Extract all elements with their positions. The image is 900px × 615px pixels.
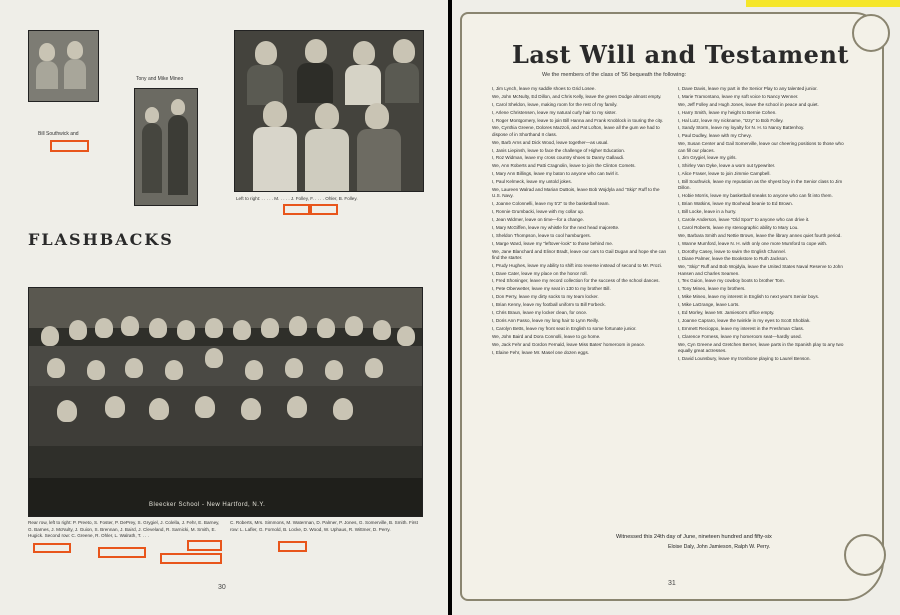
tony-mike-caption: Tony and Mike Mineo [136,76,184,82]
bequest-entry: I, Brian Kenny, leave my football uniform to Bill Forbeck. [492,302,606,308]
tony-mike-photo [134,88,198,206]
bequest-entry: I, Jean Widmer, leave on time—for a change. [492,216,584,222]
bequest-entry: I, Bill Southwick, leave my reputation as the shyest boy in the Senior class to Jim Dillon. [678,179,843,191]
redacted-name-box [50,140,89,152]
bequest-entry: I, Pete Oberwetter, leave my seat in 130 to my brother Bill. [492,286,611,292]
bequest-entry: We, Laureen Walrad and Marian DuBois, leave Bob Wojdyla and "Skip" Ruff to the U.S. Navy. [492,186,660,199]
redacted-name-box [98,547,146,558]
bill-caption: Bill Southwick and [38,131,79,137]
redacted-name-box [187,540,222,551]
redacted-name-box [310,204,338,215]
bequest-entry: We, Ann Roberts and Patti Cragnolin, leave to join the Clinton Comets. [492,163,636,169]
bequest-entry: I, David Lounsbury, leave my trombone playing to Laurel Benson. [678,355,811,361]
bequest-entry: I, Ronnie Grumbacki, leave with my collar up. [492,209,585,215]
bequest-entry: I, Joanne Colonnelli, leave my 5'2" to the basketball team. [492,201,610,207]
bequest-entry: We, Jeff Folley and Hugh Jones, leave the school in peace and quiet. [678,101,819,107]
bequest-entry: I, Jim Lynch, leave my saddle shoes to Grid Losee. [492,86,596,91]
bequest-entry: I, Carol Roberts, leave my stenographic ability to Mary Lou. [678,224,799,230]
will-title: Last Will and Testament [512,40,849,69]
class-photo-caption-right: C. Roberts, Mrs. Simmons, M. Waterman, D. Palmer, P. Jones, G. Somerville, B. Smith. First row: L. Lafler, G. Fornold, B. Locke, D. Wood, W. Uphaus, R. Wittmer, D. Perry. [230,520,418,532]
bequest-entry: I, Carol Sheldon, leave, making room for the rest of my family. [492,101,618,107]
bequest-entry: I, Mary McGiffen, leave my whistle for the next head majorette. [492,224,620,230]
scroll-curl-bottom-icon [844,534,886,576]
yellow-highlight-bar [746,0,900,7]
bequest-entry: I, Fred Shoninger, leave my record collection for the success of the school dances. [492,278,660,284]
bequest-entry: I, Paul Kelmeck, leave my untold jokes. [492,179,572,185]
bequest-entry: I, Roz Widman, leave my cross country shoes to Danny Gallaudi. [492,155,625,161]
bequest-entry: We, "Skip" Ruff and Bob Wojdyla, leave the United States Naval Reserve to John Hansen and Charles Seamen. [678,264,843,276]
left-page [0,0,448,615]
bequest-entry: We, Jane Blanchard and Elinor Bradt, leave our cars to Gail Dugan and hope she can find the starter. [492,248,667,260]
bequest-entry: I, Doris Ann Fasso, leave my long hair to Lynn Reilly. [492,317,599,323]
flashbacks-heading: FLASHBACKS [28,230,174,249]
baby-photo [28,30,99,102]
bequest-entry: I, Arlene Christensen, leave my natural curly hair to my sister. [492,109,617,115]
bequest-entry: I, Sheldon Thompson, leave to cool hamburgers. [492,232,591,238]
bequest-entry: I, Brian Watkins, leave my Boxhead beanie to Ed Brown. [678,201,793,207]
bequest-entry: We, Cyn Greene and Gretchen Berner, leave parts in the Spanish play to any two equally great actresses. [678,341,844,353]
bequest-entry: I, Marie Tramontano, leave my soft voice to Nancy Wenner. [678,93,799,99]
bequest-entry: I, Wanne Mumford, leave N. H. with only one more Mumford to cope with. [678,240,828,246]
bequest-column-right [678,86,848,364]
class-photo [28,287,423,517]
bequest-entry: We, Barbara Smith and Nettie Brown, leave the library annex quiet fourth period. [678,232,842,238]
witness-line: Witnessed this 24th day of June, nineteen hundred and fifty-six [616,534,772,540]
bequest-entry: I, Shirley Van Dyke, leave a worn out typewriter. [678,163,776,169]
bequest-entry: I, Bill Locke, leave in a hurry. [678,209,737,215]
bequest-entry: I, Ed Morley, leave Mr. Jamieson's office empty. [678,310,775,316]
bequest-entry: I, Mike LaGrange, leave Lorts. [678,302,740,308]
page-number-left: 30 [218,584,226,591]
bequest-entry: I, Tex Guion, leave my cowboy boots to brother Tom. [678,278,785,284]
bequest-entry: I, Tony Mineo, leave my brothers. [678,286,746,292]
class-photo-caption-left: Rear row, left to right: P. Preeto, S. Foster, P. DePrey, S. Grygiel, J. Colella, J. Fehr, E. Barney, G. Barnes, J. McNulty, J. Guion, S. Brennan, J. Baird, J. Cleveland, R. Sarnicki, M. Smith, E. Hugick. Second row: C. Greene, R. Ohler, L. Walrath, T. . . . [28,520,220,538]
bequest-entry: I, Carole Anderson, leave "Old Sport" to anyone who can drive it. [678,216,810,222]
bequest-entry: We, John Baird and Dora Connolli, leave to go home. [492,333,601,339]
will-subtitle: We the members of the class of '56 bequeath the following: [542,72,687,78]
bequest-entry: I, Hal Lutz, leave my nickname, "Izzy" to Bob Folley. [678,117,784,123]
bequest-entry: I, Joanne Capraro, leave the twinkle in my eyes to Scott Shoblak. [678,317,811,323]
bequest-entry: I, Dorothy Casey, leave to swim the English Channel. [678,248,786,254]
bequest-entry: I, Jim Grygiel, leave my girls. [678,155,737,161]
bequest-entry: I, Don Perry, leave my dirty socks to my team locker. [492,294,599,300]
bequest-entry: I, Clarence Forness, leave my homeroom seat—hardly used. [678,333,802,339]
class-photo-banner: Bleecker School - New Hartford, N.Y. [149,502,266,508]
bequest-entry: We, Barb Arns and Dick Wood, leave together—as usual. [492,139,609,145]
bequest-entry: I, Elaine Fehr, leave Mr. Masel one dozen eggs. [492,349,590,355]
bequest-entry: I, Alice Fraser, leave to join Jimmie Campbell. [678,171,771,177]
redacted-name-box [283,204,310,215]
page-number-right: 31 [668,580,676,587]
bequest-entry: I, Mike Mineo, leave my interest in English to next year's Senior boys. [678,294,820,300]
bequest-entry: I, Marge Ward, leave my "leftover-look" to those behind me. [492,240,614,246]
bequest-entry: We, Jack Fehr and Gordon Fernald, leave Miss Bates' homeroom in peace. [492,341,646,347]
bequest-entry: I, Diane Palmer, leave the Bookstore to Ruth Jackson. [678,256,789,262]
bequest-entry: I, Sandy Storm, leave my loyalty for N. H. to Nancy Battenhoy. [678,125,805,131]
bequest-entry: I, Prudy Hughes, leave my ability to shift into reverse instead of second to Mr. Prozi. [492,262,663,268]
bequest-entry: I, Janis Liepinsh, leave to face the challenge of Higher Education. [492,147,626,153]
bequest-entry: I, Harry Smith, leave my height to Bernie Cohen. [678,109,777,115]
redacted-name-box [278,541,307,552]
bequest-entry: We, Susan Center and Gail Somerville, leave our cheering positions to those who can fill our places. [678,141,844,153]
bequest-entry: I, Hobie Morris, leave my basketball sneaks to anyone who can fit into them. [678,193,833,199]
bequest-entry: I, Emmett Recioppo, leave my interest in the Freshman Class. [678,325,805,331]
group-photo-caption: Left to right: . . . . . M. . . . . J. Folley, F. . . . . Ohler, B. Folley. [236,196,358,201]
witness-names: Eloise Daly, John Jamieson, Ralph W. Perry. [668,544,771,550]
right-page [452,0,900,615]
bequest-entry: I, Paul Dudley, leave with my Chevy. [678,133,752,139]
bequest-entry: I, Mary Ann Billings, leave my baton to anyone who can twirl it. [492,171,619,177]
bequest-entry: We, Cynthia Greene, Dolores Mazzoli, and Pat Lofton, leave all the gum we had to dispose of in Shorthand II class. [492,125,660,137]
bequest-entry: We, John McNulty, Ed Dillon, and Chris Kelly, leave the green Dodge almost empty. [492,93,662,99]
bequest-column-left [492,86,667,357]
bequest-entry: I, Dave Davis, leave my part in the Senior Play to any talented junior. [678,86,818,91]
redacted-name-box [33,543,71,553]
bequest-entry: I, Carolyn Betts, leave my front seat in English to some fortunate junior. [492,325,637,331]
bequest-entry: I, Dave Cater, leave my place on the honor roll. [492,270,588,276]
redacted-name-box [160,553,222,564]
bequest-entry: I, Roger Montgomery, leave to join Bill Hanna and Frank Knoblock in touring the city. [492,117,664,123]
children-group-photo [234,30,424,192]
scroll-curl-top-icon [852,14,890,52]
bequest-entry: I, Chris Braun, leave my locker clean, for once. [492,310,588,316]
